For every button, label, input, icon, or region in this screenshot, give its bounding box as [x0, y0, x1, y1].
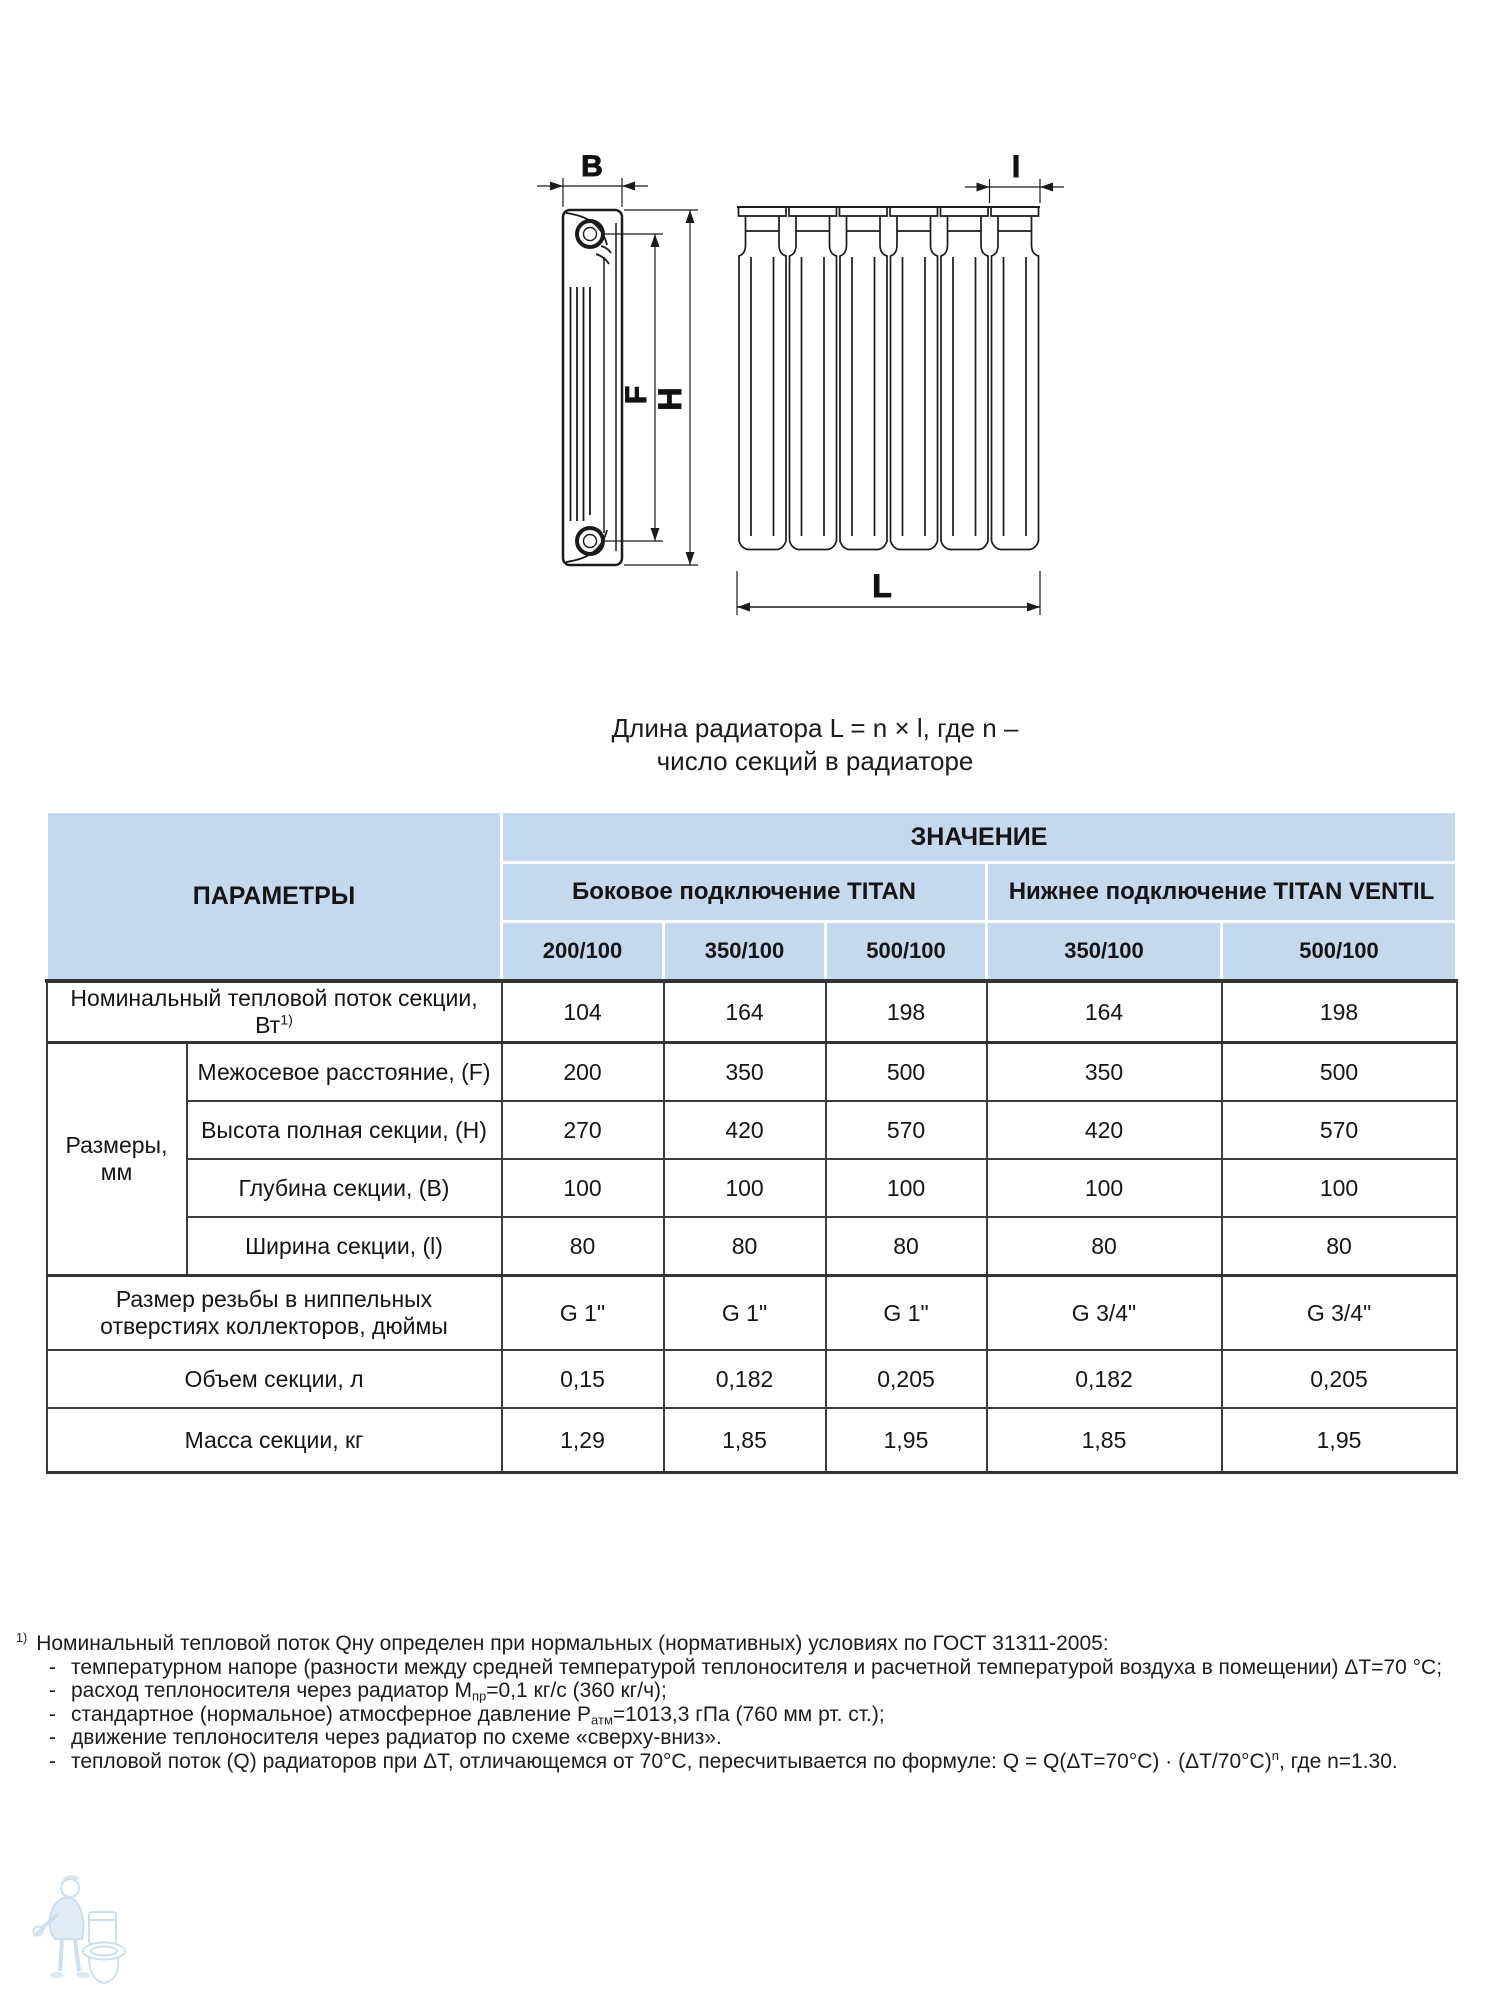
value-cell: 80 — [826, 1217, 987, 1276]
value-cell: 80 — [987, 1217, 1222, 1276]
header-parameters: ПАРАМЕТРЫ — [47, 812, 502, 982]
value-cell: 270 — [502, 1101, 664, 1159]
value-cell: 80 — [502, 1217, 664, 1276]
value-cell: 100 — [502, 1159, 664, 1217]
footnote-item-flow-direction: - движение теплоносителя через радиатор по схеме «сверху-вниз». — [49, 1726, 722, 1749]
caption-line-2: число секций в радиаторе — [656, 746, 974, 776]
value-cell: 198 — [1222, 981, 1457, 1043]
dim-label-b: B — [581, 150, 603, 183]
value-cell: 0,182 — [987, 1350, 1222, 1408]
value-cell: G 3/4" — [1222, 1276, 1457, 1351]
row-width-label: Ширина секции, (l) — [187, 1217, 502, 1276]
row-thread-size — [47, 1276, 1457, 1351]
dim-label-L: L — [872, 568, 892, 604]
dash-bullet: - — [49, 1679, 56, 1702]
value-cell: 420 — [987, 1101, 1222, 1159]
value-cell: G 1" — [664, 1276, 826, 1351]
value-cell: G 1" — [826, 1276, 987, 1351]
value-cell: 80 — [1222, 1217, 1457, 1276]
row-thread-size-label: Размер резьбы в ниппельных отверстиях коллекторов, дюймы — [47, 1276, 502, 1351]
value-cell: 0,15 — [502, 1350, 664, 1408]
footnote-intro: $^{1)}$ Номинальный тепловой поток Qну определен при нормальных (нормативных) условиях по ГОСТ 31311-2005: — [16, 1631, 1109, 1655]
value-cell: 100 — [826, 1159, 987, 1217]
value-cell: 1,29 — [502, 1408, 664, 1473]
value-cell: 570 — [1222, 1101, 1457, 1159]
row-width — [47, 1217, 1457, 1276]
group-label-dimensions: Размеры, мм — [47, 1043, 187, 1276]
value-cell: 198 — [826, 981, 987, 1043]
value-cell: 100 — [1222, 1159, 1457, 1217]
dimension-L — [737, 568, 1040, 615]
row-axle-distance-label: Межосевое расстояние, (F) — [187, 1043, 502, 1102]
footnote-item-temperature: - температурном напоре (разности между средней температурой теплоносителя и расчетной температурой воздуха в помещении) ΔT=70 °С; — [49, 1655, 1443, 1679]
row-full-height — [47, 1101, 1457, 1159]
row-section-volume — [47, 1350, 1457, 1408]
row-section-mass-label: Масса секции, кг — [47, 1408, 502, 1473]
dim-label-f: F — [620, 385, 653, 405]
row-section-volume-label: Объем секции, л — [47, 1350, 502, 1408]
radiator-length-caption — [525, 712, 1105, 778]
value-cell: 100 — [987, 1159, 1222, 1217]
radiator-technical-drawing — [505, 110, 1095, 640]
value-cell: G 1" — [502, 1276, 664, 1351]
row-depth — [47, 1159, 1457, 1217]
row-heat-flow — [47, 981, 1457, 1043]
value-cell: 0,205 — [1222, 1350, 1457, 1408]
value-cell: 500 — [1222, 1043, 1457, 1102]
header-size-200-100: 200/100 — [502, 922, 664, 982]
dimension-l — [965, 151, 1064, 203]
dash-bullet: - — [49, 1726, 56, 1749]
value-cell: 1,85 — [987, 1408, 1222, 1473]
row-depth-label: Глубина секции, (В) — [187, 1159, 502, 1217]
header-size-350-100: 350/100 — [664, 922, 826, 982]
value-cell: 1,95 — [826, 1408, 987, 1473]
value-cell: 0,182 — [664, 1350, 826, 1408]
header-size-ventil-500-100: 500/100 — [1222, 922, 1457, 982]
value-cell: 0,205 — [826, 1350, 987, 1408]
value-cell: 1,95 — [1222, 1408, 1457, 1473]
footnote-item-flow-rate: - расход теплоносителя через радиатор $М_{пр}=0,1$ кг/с (360 кг/ч); — [49, 1679, 667, 1704]
header-side-connection-titan: Боковое подключение TITAN — [502, 863, 987, 922]
caption-line-1: Длина радиатора L = n × l, где n – — [611, 713, 1019, 743]
spec-table — [45, 810, 1458, 1474]
value-cell: 350 — [664, 1043, 826, 1102]
footnote-ref-marker: 1) — [280, 1012, 293, 1029]
value-cell: 100 — [664, 1159, 826, 1217]
header-size-500-100: 500/100 — [826, 922, 987, 982]
footnote-block — [16, 1632, 1496, 1773]
radiator-side-view — [563, 210, 622, 565]
dash-bullet: - — [49, 1655, 56, 1679]
row-axle-distance — [47, 1043, 1457, 1102]
value-cell: 164 — [664, 981, 826, 1043]
plumber-watermark — [25, 1870, 140, 1996]
header-bottom-connection-titan-ventil: Нижнее подключение TITAN VENTIL — [987, 863, 1457, 922]
row-section-mass — [47, 1408, 1457, 1473]
value-cell: 80 — [664, 1217, 826, 1276]
row-heat-flow-label: Номинальный тепловой поток секции, $Вт^{1)}$ — [47, 981, 502, 1043]
dash-bullet: - — [49, 1749, 56, 1773]
header-value: ЗНАЧЕНИЕ — [502, 812, 1457, 863]
footnote-item-formula: - тепловой поток (Q) радиаторов при ΔТ, отличающемся от 70°С, пересчитывается по формуле: Q = Q(ΔT=70°C) · (ΔТ/70°C)$^n$, где n=1.30. — [49, 1747, 1398, 1773]
value-cell: G 3/4" — [987, 1276, 1222, 1351]
value-cell: 420 — [664, 1101, 826, 1159]
dimension-B — [537, 150, 648, 207]
dim-label-h: H — [652, 387, 688, 411]
radiator-front-view — [739, 207, 1039, 550]
row-full-height-label: Высота полная секции, (Н) — [187, 1101, 502, 1159]
value-cell: 104 — [502, 981, 664, 1043]
header-size-ventil-350-100: 350/100 — [987, 922, 1222, 982]
value-cell: 500 — [826, 1043, 987, 1102]
value-cell: 164 — [987, 981, 1222, 1043]
footnote-item-pressure: - стандартное (нормальное) атмосферное давление $Р_{атм}=1013,3$ гПа (760 мм рт. ст.); — [49, 1702, 885, 1727]
value-cell: 1,85 — [664, 1408, 826, 1473]
footnote-marker: 1) — [16, 1631, 28, 1645]
dim-label-l: l — [1011, 151, 1021, 184]
value-cell: 350 — [987, 1043, 1222, 1102]
dash-bullet: - — [49, 1702, 56, 1726]
value-cell: 570 — [826, 1101, 987, 1159]
value-cell: 200 — [502, 1043, 664, 1102]
